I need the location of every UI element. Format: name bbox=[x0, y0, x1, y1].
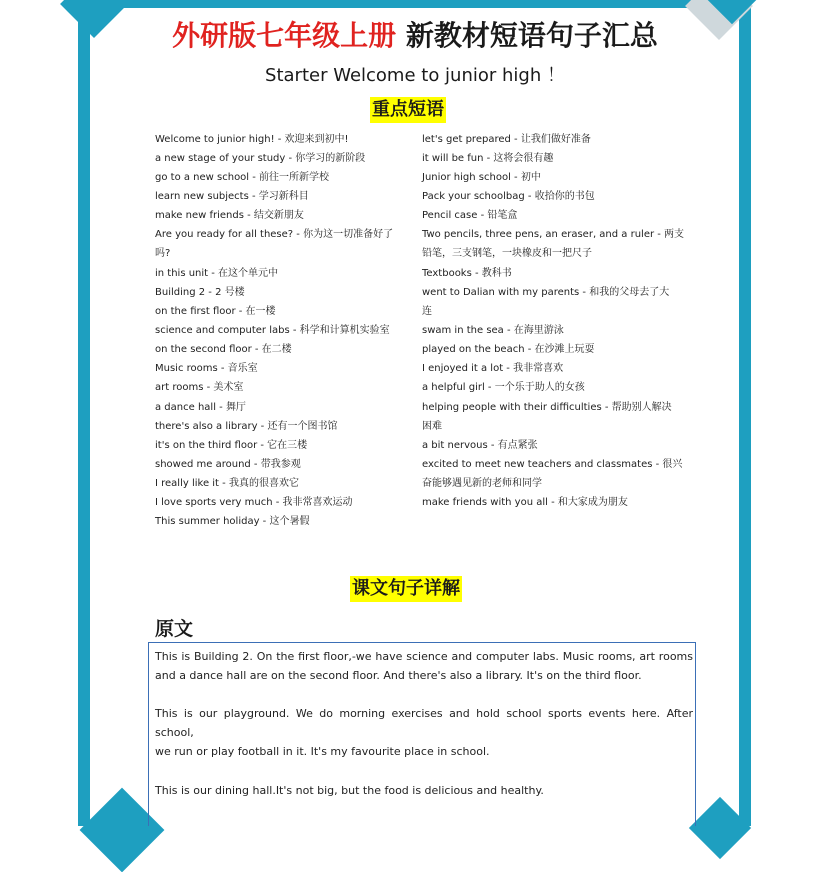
phrase-left: Building 2 - 2 号楼 bbox=[155, 287, 245, 298]
unit-subtitle: Starter Welcome to junior high ！ bbox=[265, 65, 565, 86]
phrase-right: make friends with you all - 和大家成为朋友 bbox=[422, 497, 628, 508]
phrase-right: Pencil case - 铅笔盒 bbox=[422, 210, 518, 221]
page-title bbox=[90, 14, 740, 54]
phrase-left: showed me around - 带我参观 bbox=[155, 459, 301, 470]
phrase-right: Pack your schoolbag - 收拾你的书包 bbox=[422, 191, 595, 202]
phrase-left: science and computer labs - 科学和计算机实验室 bbox=[155, 325, 390, 336]
phrase-right: a helpful girl - 一个乐于助人的女孩 bbox=[422, 382, 585, 393]
phrase-right: Junior high school - 初中 bbox=[422, 172, 541, 183]
phrase-right: 连 bbox=[422, 306, 432, 317]
phrase-left: Are you ready for all these? - 你为这一切准备好了 bbox=[155, 229, 394, 240]
page-title-red: 外研版七年级上册 bbox=[172, 19, 397, 52]
text-line: we run or play football in it. It's my favourite place in school. bbox=[155, 745, 490, 758]
phrase-left: Welcome to junior high! - 欢迎来到初中! bbox=[155, 134, 349, 145]
page-border-left bbox=[78, 0, 90, 826]
phrase-left: a new stage of your study - 你学习的新阶段 bbox=[155, 153, 366, 164]
phrase-right: played on the beach - 在沙滩上玩耍 bbox=[422, 344, 595, 355]
phrase-right: 困难 bbox=[422, 421, 442, 432]
phrase-right: Textbooks - 教科书 bbox=[422, 268, 512, 279]
phrase-right: Two pencils, three pens, an eraser, and a ruler - 两支 bbox=[422, 229, 685, 240]
phrase-left: a dance hall - 舞厅 bbox=[155, 402, 246, 413]
phrase-right: 奋能够遇见新的老师和同学 bbox=[422, 478, 542, 489]
phrase-left: make new friends - 结交新朋友 bbox=[155, 210, 304, 221]
text-line: This is Building 2. On the first floor,-we have science and computer labs. Music rooms, art rooms bbox=[155, 650, 693, 663]
original-text-box bbox=[148, 642, 696, 826]
phrase-left: on the second floor - 在二楼 bbox=[155, 344, 292, 355]
original-text-label: 原文 bbox=[155, 618, 194, 640]
phrase-right: went to Dalian with my parents - 和我的父母去了大 bbox=[422, 287, 670, 298]
phrase-right: helping people with their difficulties - 帮助别人解决 bbox=[422, 402, 672, 413]
phrase-left: This summer holiday - 这个暑假 bbox=[155, 516, 310, 527]
phrase-right: I enjoyed it a lot - 我非常喜欢 bbox=[422, 363, 564, 374]
phrase-right: a bit nervous - 有点紧张 bbox=[422, 440, 538, 451]
phrase-left: there's also a library - 还有一个图书馆 bbox=[155, 421, 338, 432]
phrase-left: go to a new school - 前往一所新学校 bbox=[155, 172, 330, 183]
text-line: and a dance hall are on the second floor. And there's also a library. It's on the third floor. bbox=[155, 669, 642, 682]
page-border-right bbox=[739, 0, 751, 826]
phrase-right: 铅笔，三支钢笔，一块橡皮和一把尺子 bbox=[422, 248, 592, 259]
phrase-left: Music rooms - 音乐室 bbox=[155, 363, 258, 374]
text-line: school, bbox=[155, 726, 194, 739]
phrase-left: art rooms - 美术室 bbox=[155, 382, 244, 393]
phrase-right: excited to meet new teachers and classmates - 很兴 bbox=[422, 459, 683, 470]
page-title-black: 新教材短语句子汇总 bbox=[405, 19, 658, 52]
key-phrases-heading: 重点短语 bbox=[370, 97, 446, 123]
text-line: This is our playground. We do morning exercises and hold school sports events here. After bbox=[155, 707, 693, 720]
text-line: This is our dining hall.It's not big, but the food is delicious and healthy. bbox=[155, 784, 544, 797]
phrase-left: it's on the third floor - 它在三楼 bbox=[155, 440, 308, 451]
phrase-left: on the first floor - 在一楼 bbox=[155, 306, 276, 317]
phrase-left: I really like it - 我真的很喜欢它 bbox=[155, 478, 299, 489]
phrase-right: it will be fun - 这将会很有趣 bbox=[422, 153, 554, 164]
phrase-left: learn new subjects - 学习新科目 bbox=[155, 191, 309, 202]
page-border-top bbox=[78, 0, 751, 8]
text-sentences-heading: 课文句子详解 bbox=[350, 576, 462, 602]
phrase-right: let's get prepared - 让我们做好准备 bbox=[422, 134, 591, 145]
phrase-left: in this unit - 在这个单元中 bbox=[155, 268, 279, 279]
phrase-left: I love sports very much - 我非常喜欢运动 bbox=[155, 497, 353, 508]
phrase-left: 吗? bbox=[155, 248, 171, 259]
phrase-right: swam in the sea - 在海里游泳 bbox=[422, 325, 564, 336]
